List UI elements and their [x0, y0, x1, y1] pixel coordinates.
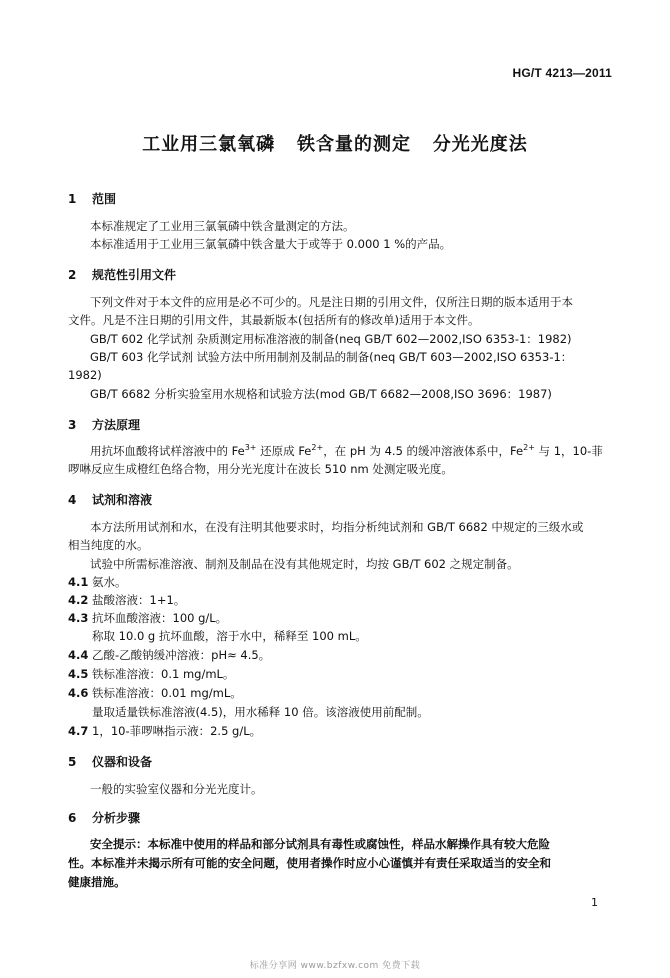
- section-1-heading: [68, 190, 116, 207]
- list-item: [68, 723, 261, 739]
- item-text: 氨水。: [92, 575, 127, 589]
- paragraph-continuation: 文件。凡是不注日期的引用文件，其最新版本(包括所有的修改单)适用于本文件。: [68, 313, 480, 327]
- paragraph: 本标准适用于工业用三氯氧磷中铁含量大于或等于 0.000 1 %的产品。: [90, 237, 452, 251]
- list-item: [68, 574, 127, 590]
- normative-reference: GB/T 603 化学试剂 试验方法中所用制剂及制品的制备(neq GB/T 603—2002,ISO 6353-1：: [90, 350, 573, 364]
- paragraph: 本标准规定了工业用三氯氧磷中铁含量测定的方法。: [90, 219, 355, 233]
- section-title: 仪器和设备: [92, 755, 153, 769]
- item-note: 量取适量铁标准溶液(4.5)，用水稀释 10 倍。该溶液使用前配制。: [92, 705, 429, 719]
- item-number: 4.3: [68, 611, 89, 625]
- footer-watermark: 标准分享网 www.bzfxw.com 免费下载: [249, 961, 421, 971]
- list-item: [68, 666, 234, 682]
- item-number: 4.1: [68, 575, 89, 589]
- section-number: 1: [68, 192, 77, 206]
- section-5-heading: [68, 753, 152, 770]
- text-run: 用抗坏血酸将试样溶液中的 Fe: [90, 444, 245, 458]
- section-title: 方法原理: [92, 418, 141, 432]
- normative-reference-continuation: 1982): [68, 368, 102, 382]
- section-4-heading: [68, 491, 152, 508]
- page-number: 1: [591, 896, 598, 909]
- item-text: 抗坏血酸溶液：100 g/L。: [92, 611, 228, 625]
- paragraph-continuation: 啰啉反应生成橙红色络合物，用分光光度计在波长 510 nm 处测定吸光度。: [68, 462, 453, 476]
- paragraph: [90, 443, 603, 459]
- section-title: 试剂和溶液: [92, 493, 153, 507]
- superscript: 3+: [244, 443, 257, 453]
- paragraph-continuation: 相当纯度的水。: [68, 538, 149, 552]
- paragraph: 一般的实验室仪器和分光光度计。: [90, 782, 263, 796]
- document-title: 工业用三氯氧磷 铁含量的测定 分光光度法: [142, 134, 528, 155]
- section-number: 6: [68, 811, 77, 825]
- list-item: [68, 647, 270, 663]
- item-number: 4.2: [68, 593, 89, 607]
- section-3-heading: [68, 416, 140, 433]
- normative-reference: GB/T 6682 分析实验室用水规格和试验方法(mod GB/T 6682—2008,ISO 3696：1987): [90, 387, 552, 401]
- safety-warning-continuation: 性。本标准并未揭示所有可能的安全问题，使用者操作时应小心谨慎并有责任采取适当的安全和: [68, 856, 551, 870]
- section-title: 分析步骤: [92, 811, 141, 825]
- standard-code: HG/T 4213—2011: [512, 66, 612, 80]
- text-run: 与 1，10-菲: [534, 444, 603, 458]
- paragraph: 下列文件对于本文件的应用是必不可少的。凡是注日期的引用文件，仅所注日期的版本适用于本: [90, 295, 573, 309]
- item-text: 铁标准溶液：0.01 mg/mL。: [92, 686, 242, 700]
- section-title: 范围: [92, 192, 117, 206]
- paragraph: 本方法所用试剂和水，在没有注明其他要求时，均指分析纯试剂和 GB/T 6682 中规定的三级水或: [90, 520, 584, 534]
- item-note: 称取 10.0 g 抗坏血酸，溶于水中，稀释至 100 mL。: [92, 629, 367, 643]
- text-run: ，在 pH 为 4.5 的缓冲溶液体系中，Fe: [323, 444, 524, 458]
- item-number: 4.4: [68, 648, 89, 662]
- text-run: 还原成 Fe: [256, 444, 312, 458]
- item-text: 1，10-菲啰啉指示液：2.5 g/L。: [92, 724, 262, 738]
- superscript: 2+: [311, 443, 324, 453]
- item-number: 4.7: [68, 724, 89, 738]
- list-item: [68, 610, 227, 626]
- item-text: 乙酸-乙酸钠缓冲溶液：pH≈ 4.5。: [92, 648, 271, 662]
- section-title: 规范性引用文件: [92, 268, 177, 282]
- safety-warning-continuation: 健康措施。: [68, 875, 126, 889]
- list-item: [68, 685, 242, 701]
- normative-reference: GB/T 602 化学试剂 杂质测定用标准溶液的制备(neq GB/T 602—2002,ISO 6353-1：1982): [90, 332, 572, 346]
- list-item: [68, 592, 185, 608]
- superscript: 2+: [523, 443, 535, 453]
- item-text: 盐酸溶液：1+1。: [92, 593, 186, 607]
- safety-warning: 安全提示：本标准中使用的样品和部分试剂具有毒性或腐蚀性，样品水解操作具有较大危险: [90, 837, 550, 851]
- section-number: 4: [68, 493, 77, 507]
- section-number: 2: [68, 268, 77, 282]
- item-number: 4.6: [68, 686, 89, 700]
- section-2-heading: [68, 266, 176, 283]
- item-text: 铁标准溶液：0.1 mg/mL。: [92, 667, 235, 681]
- paragraph: 试验中所需标准溶液、制剂及制品在没有其他规定时，均按 GB/T 602 之规定制备。: [90, 557, 519, 571]
- item-number: 4.5: [68, 667, 89, 681]
- section-6-heading: [68, 809, 140, 826]
- section-number: 5: [68, 755, 77, 769]
- section-number: 3: [68, 418, 77, 432]
